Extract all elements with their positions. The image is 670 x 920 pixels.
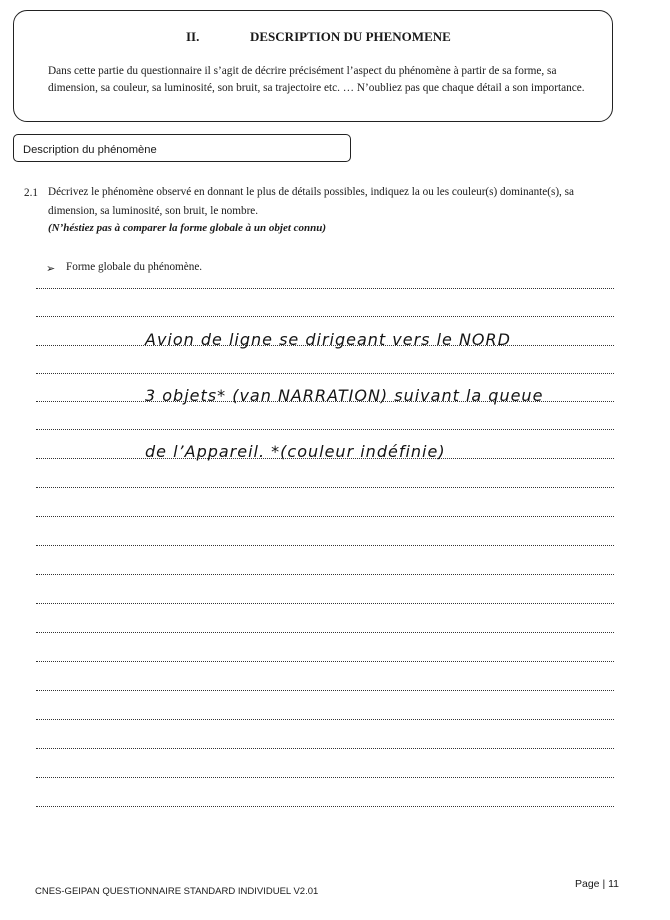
answer-line[interactable] <box>36 806 614 807</box>
footer-page-number: Page | 11 <box>575 878 619 890</box>
handwritten-answer-line-3: de l’Appareil. *(couleur indéfinie) <box>145 442 446 461</box>
section-intro: Dans cette partie du questionnaire il s’agit de décrire précisément l’aspect du phénomène à partir de sa forme, sa dimension, sa couleur, sa luminosité, son bruit, sa trajectoire etc. … N’oubliez pas que chaque détail a son importance. <box>48 65 585 94</box>
answer-line[interactable] <box>36 661 614 662</box>
handwritten-answer-line-2: 3 objets* (van NARRATION) suivant la queue <box>145 386 544 405</box>
answer-line[interactable] <box>36 545 614 546</box>
section-number: II. <box>186 29 200 44</box>
question-text: Décrivez le phénomène observé en donnant le plus de détails possibles, indiquez la ou les couleur(s) dominante(s), sa dimension, sa luminosité, son bruit, le nombre. <box>48 186 574 217</box>
answer-line[interactable] <box>36 288 614 289</box>
answer-line[interactable] <box>36 487 614 488</box>
question-hint: (N’héstiez pas à comparer la forme globale à un objet connu) <box>48 222 327 234</box>
question-number: 2.1 <box>24 187 38 199</box>
answer-line[interactable] <box>36 373 614 374</box>
footer-form-id: CNES-GEIPAN QUESTIONNAIRE STANDARD INDIVIDUEL V2.01 <box>35 886 319 897</box>
answer-line[interactable] <box>36 748 614 749</box>
answer-line[interactable] <box>36 316 614 317</box>
handwritten-answer-line-1: Avion de ligne se dirigeant vers le NORD <box>145 330 511 349</box>
answer-line[interactable] <box>36 632 614 633</box>
answer-line[interactable] <box>36 603 614 604</box>
answer-line[interactable] <box>36 574 614 575</box>
answer-line[interactable] <box>36 516 614 517</box>
section-header-box <box>13 10 613 122</box>
subsection-title: Description du phénomène <box>13 134 351 162</box>
bullet-label: Forme globale du phénomène. <box>66 261 203 273</box>
answer-line[interactable] <box>36 777 614 778</box>
answer-line[interactable] <box>36 429 614 430</box>
answer-line[interactable] <box>36 719 614 720</box>
answer-line[interactable] <box>36 690 614 691</box>
bullet-arrow-icon: ➢ <box>46 262 56 275</box>
section-heading: DESCRIPTION DU PHENOMENE <box>250 29 451 44</box>
